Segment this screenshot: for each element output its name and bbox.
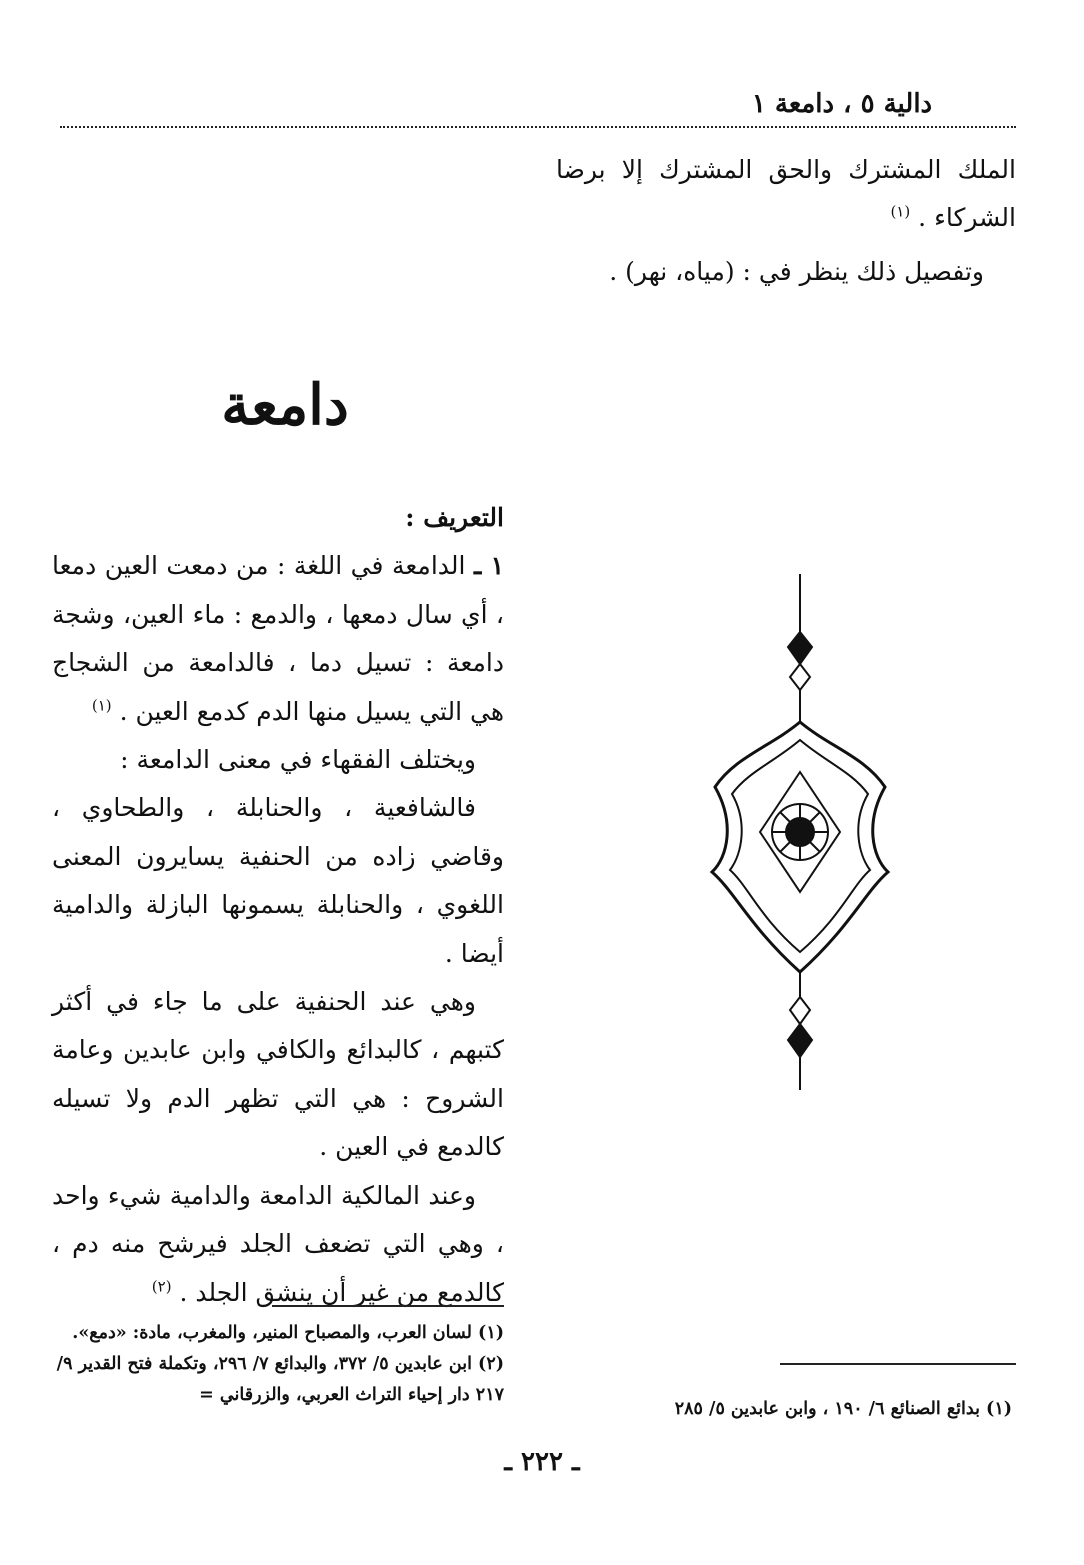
decorative-medallion-icon (700, 572, 900, 1092)
footnote-2: (٢) ابن عابدين ٥/ ٣٧٢، والبدائع ٧/ ٢٩٦، وتكملة فتح القدير ٩/ ٢١٧ دار إحياء التراث العربي، والزرقاني = (56, 1354, 504, 1405)
footnote-rule-left (272, 1305, 504, 1307)
article-title: دامعة (221, 372, 349, 438)
paragraph-1-text: الدامعة في اللغة : من دمعت العين دمعا ، أي سال دمعها ، والدمع : ماء العين، وشجة دامعة : تسيل دما ، فالدامعة من الشجاج هي التي يسيل منها الدم كدمع العين . (52, 551, 504, 726)
paragraph-3: فالشافعية ، والحنابلة ، والطحاوي ، وقاضي زاده من الحنفية يسايرون المعنى اللغوي ، والحنابلة يسمونها البازلة والدامية أيضا . (52, 793, 504, 968)
definition-heading: التعريف : (405, 503, 504, 532)
see-also-line: وتفصيل ذلك ينظر في : (مياه، نهر) . (609, 257, 984, 286)
paragraph-4: وهي عند الحنفية على ما جاء في أكثر كتبهم ، كالبدائع والكافي وابن عابدين وعامة الشروح : هي التي تظهر الدم ولا تسيله كالدمع في العين . (52, 987, 504, 1162)
paragraph-number: ١ ـ (473, 551, 505, 581)
paragraph-1 (52, 542, 504, 736)
continued-paragraph-text: الملك المشترك والحق المشترك إلا برضا الشركاء . (556, 155, 1016, 232)
paragraph-5-text: وعند المالكية الدامعة والدامية شيء واحد ، وهي التي تضعف الجلد فيرشح منه دم ، كالدمع من غير أن ينشق الجلد . (52, 1180, 504, 1307)
footnote-1: (١) لسان العرب، والمصباح المنير، والمغرب، مادة: «دمع». (72, 1323, 504, 1343)
article-body (52, 494, 504, 1317)
footnote-marker: (١) (890, 202, 911, 221)
continued-paragraph (556, 146, 1016, 242)
header-dotted-rule (60, 126, 1016, 128)
running-header: دالية ٥ ، دامعة ١ (751, 89, 933, 119)
footnote-rule-right (780, 1363, 1016, 1365)
page-number: ـ ٢٢٢ ـ (504, 1447, 580, 1477)
footnote-marker: (١) (91, 696, 112, 715)
paragraph-2: ويختلف الفقهاء في معنى الدامعة : (120, 745, 476, 775)
footnote-right: (١) بدائع الصنائع ٦/ ١٩٠ ، وابن عابدين ٥/ ٢٨٥ (674, 1399, 1012, 1419)
paragraph-5 (52, 1172, 504, 1317)
footnote-marker: (٢) (151, 1277, 172, 1296)
footnotes-left (56, 1318, 504, 1411)
